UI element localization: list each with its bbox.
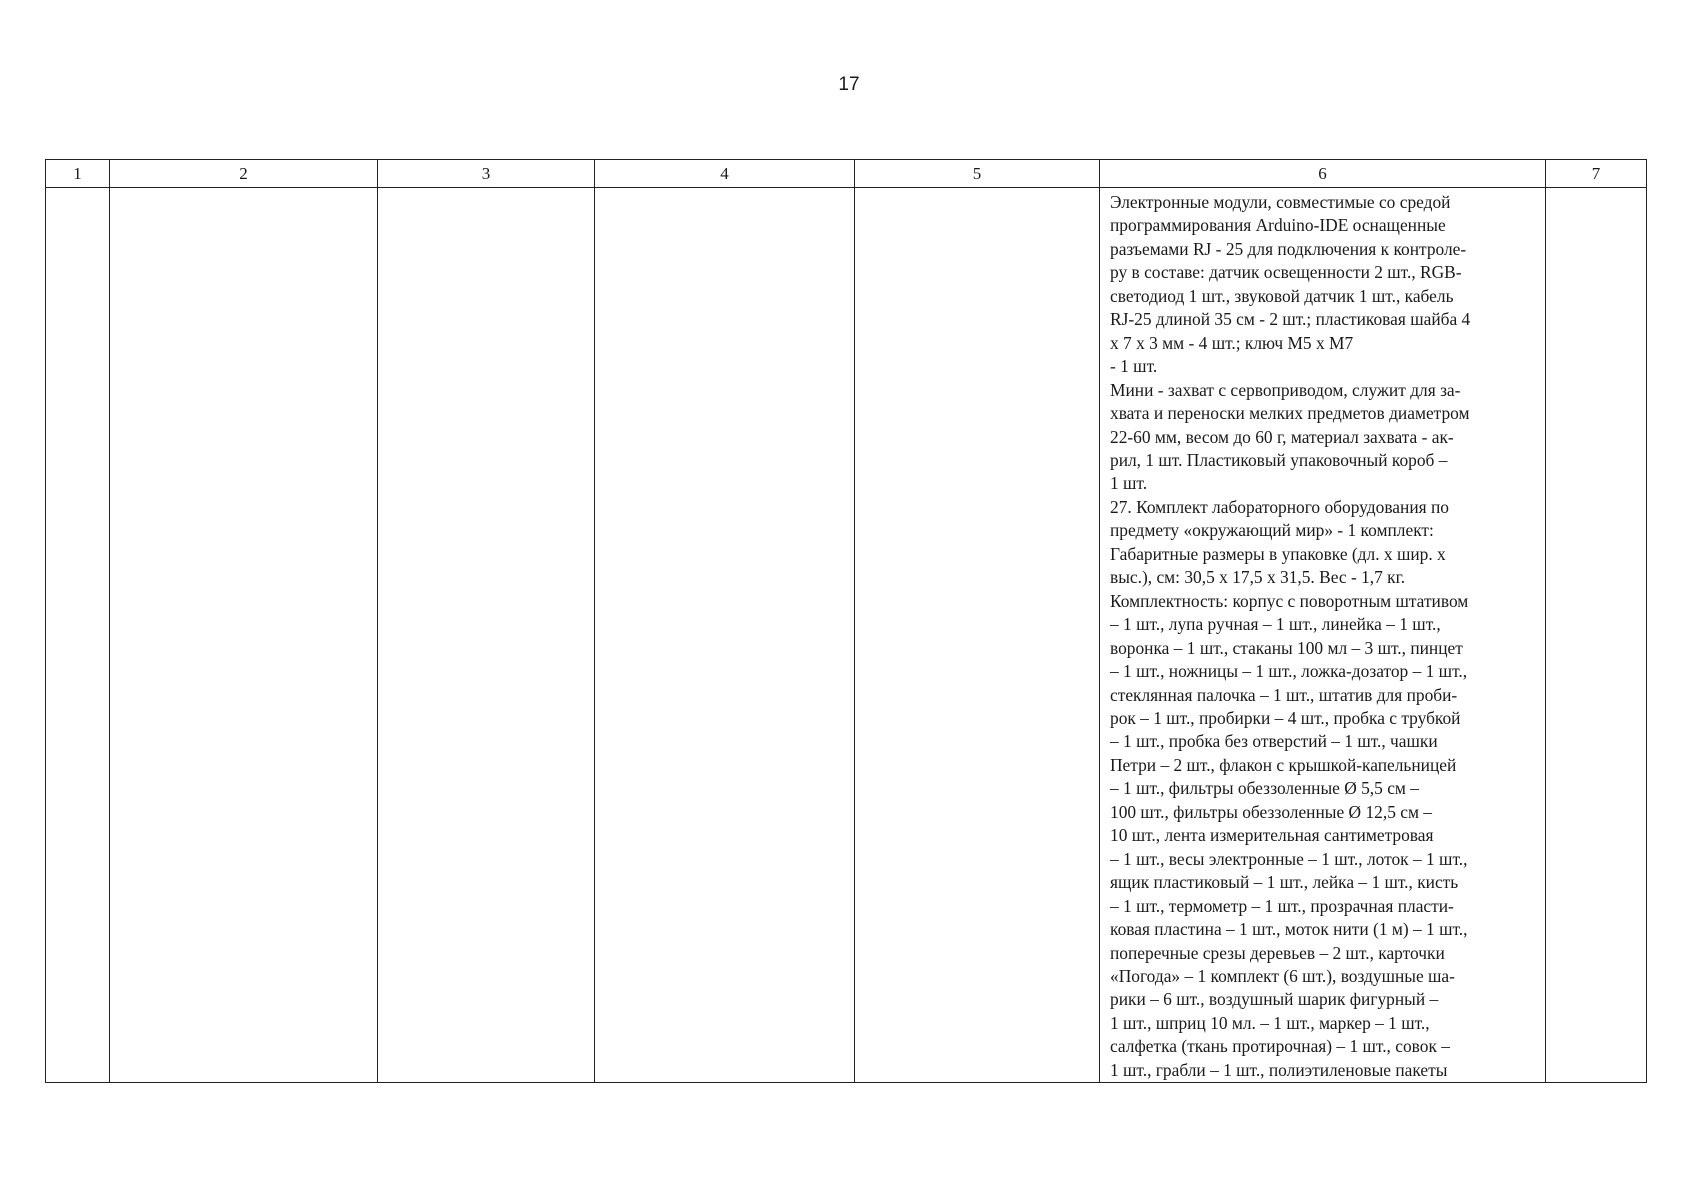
description-line: разъемами RJ - 25 для подключения к контроле- bbox=[1110, 238, 1467, 259]
description-line: салфетка (ткань протирочная) – 1 шт., совок – bbox=[1110, 1036, 1450, 1057]
description-line: Габаритные размеры в упаковке (дл. х шир. х bbox=[1110, 543, 1446, 564]
description-line: воронка – 1 шт., стаканы 100 мл – 3 шт., пинцет bbox=[1110, 637, 1463, 658]
description-line: «Погода» – 1 комплект (6 шт.), воздушные ша- bbox=[1110, 965, 1455, 986]
description-line: поперечные срезы деревьев – 2 шт., карточки bbox=[1110, 942, 1445, 963]
specification-table bbox=[45, 159, 1647, 1083]
description-line: – 1 шт., пробка без отверстий – 1 шт., чашки bbox=[1110, 731, 1438, 752]
column-header-6: 6 bbox=[1100, 160, 1546, 188]
description-line: рок – 1 шт., пробирки – 4 шт., пробка с трубкой bbox=[1110, 707, 1461, 728]
table-row bbox=[46, 188, 1647, 1083]
description-line: 10 шт., лента измерительная сантиметровая bbox=[1110, 825, 1434, 846]
description-line: 1 шт., грабли – 1 шт., полиэтиленовые пакеты bbox=[1110, 1059, 1448, 1080]
description-line: ковая пластина – 1 шт., моток нити (1 м) – 1 шт., bbox=[1110, 919, 1468, 940]
description-line: – 1 шт., лупа ручная – 1 шт., линейка – 1 шт., bbox=[1110, 614, 1441, 635]
description-line: 100 шт., фильтры обеззоленные Ø 12,5 см – bbox=[1110, 801, 1432, 822]
description-line: Петри – 2 шт., флакон с крышкой-капельницей bbox=[1110, 754, 1457, 775]
cell-col-7 bbox=[1546, 188, 1647, 1083]
description-line: – 1 шт., термометр – 1 шт., прозрачная пласти- bbox=[1110, 895, 1454, 916]
description-line: 1 шт., шприц 10 мл. – 1 шт., маркер – 1 шт., bbox=[1110, 1012, 1430, 1033]
cell-col-4 bbox=[595, 188, 855, 1083]
description-line: – 1 шт., ножницы – 1 шт., ложка-дозатор – 1 шт., bbox=[1110, 661, 1468, 682]
cell-col-6 bbox=[1100, 188, 1546, 1083]
cell-col-1 bbox=[46, 188, 110, 1083]
description-line: – 1 шт., весы электронные – 1 шт., лоток – 1 шт., bbox=[1110, 848, 1468, 869]
description-line: Мини - захват с сервоприводом, служит для за- bbox=[1110, 379, 1461, 400]
description-line: предмету «окружающий мир» - 1 комплект: bbox=[1110, 520, 1434, 541]
description-line: 27. Комплект лабораторного оборудования по bbox=[1110, 496, 1449, 517]
equipment-description bbox=[1100, 188, 1545, 1082]
description-line: 1 шт. bbox=[1110, 473, 1148, 494]
cell-col-3 bbox=[378, 188, 595, 1083]
description-line: – 1 шт., фильтры обеззоленные Ø 5,5 см – bbox=[1110, 778, 1419, 799]
column-header-1: 1 bbox=[46, 160, 110, 188]
column-header-2: 2 bbox=[110, 160, 378, 188]
description-line: ящик пластиковый – 1 шт., лейка – 1 шт., кисть bbox=[1110, 872, 1459, 893]
description-line: х 7 х 3 мм - 4 шт.; ключ М5 х М7 bbox=[1110, 332, 1354, 353]
description-line: - 1 шт. bbox=[1110, 356, 1158, 377]
description-line: программирования Arduino-IDE оснащенные bbox=[1110, 215, 1446, 236]
description-line: Комплектность: корпус с поворотным штативом bbox=[1110, 590, 1469, 611]
cell-col-2 bbox=[110, 188, 378, 1083]
description-line: RJ-25 длиной 35 см - 2 шт.; пластиковая шайба 4 bbox=[1110, 309, 1471, 330]
description-line: светодиод 1 шт., звуковой датчик 1 шт., кабель bbox=[1110, 285, 1454, 306]
description-line: стеклянная палочка – 1 шт., штатив для проби- bbox=[1110, 684, 1458, 705]
description-line: рики – 6 шт., воздушный шарик фигурный – bbox=[1110, 989, 1439, 1010]
column-header-7: 7 bbox=[1546, 160, 1647, 188]
description-line: ру в составе: датчик освещенности 2 шт., RGB- bbox=[1110, 262, 1462, 283]
description-line: Электронные модули, совместимые со средой bbox=[1110, 192, 1451, 212]
cell-col-5 bbox=[855, 188, 1100, 1083]
description-line: рил, 1 шт. Пластиковый упаковочный короб – bbox=[1110, 449, 1448, 470]
description-line: выс.), см: 30,5 х 17,5 х 31,5. Вес - 1,7 кг. bbox=[1110, 567, 1406, 588]
column-header-4: 4 bbox=[595, 160, 855, 188]
column-header-3: 3 bbox=[378, 160, 595, 188]
description-line: 22-60 мм, весом до 60 г, материал захвата - ак- bbox=[1110, 426, 1454, 447]
page-number: 17 bbox=[838, 74, 860, 95]
description-line: хвата и переноски мелких предметов диаметром bbox=[1110, 403, 1470, 424]
table-header-row bbox=[46, 160, 1647, 188]
column-header-5: 5 bbox=[855, 160, 1100, 188]
